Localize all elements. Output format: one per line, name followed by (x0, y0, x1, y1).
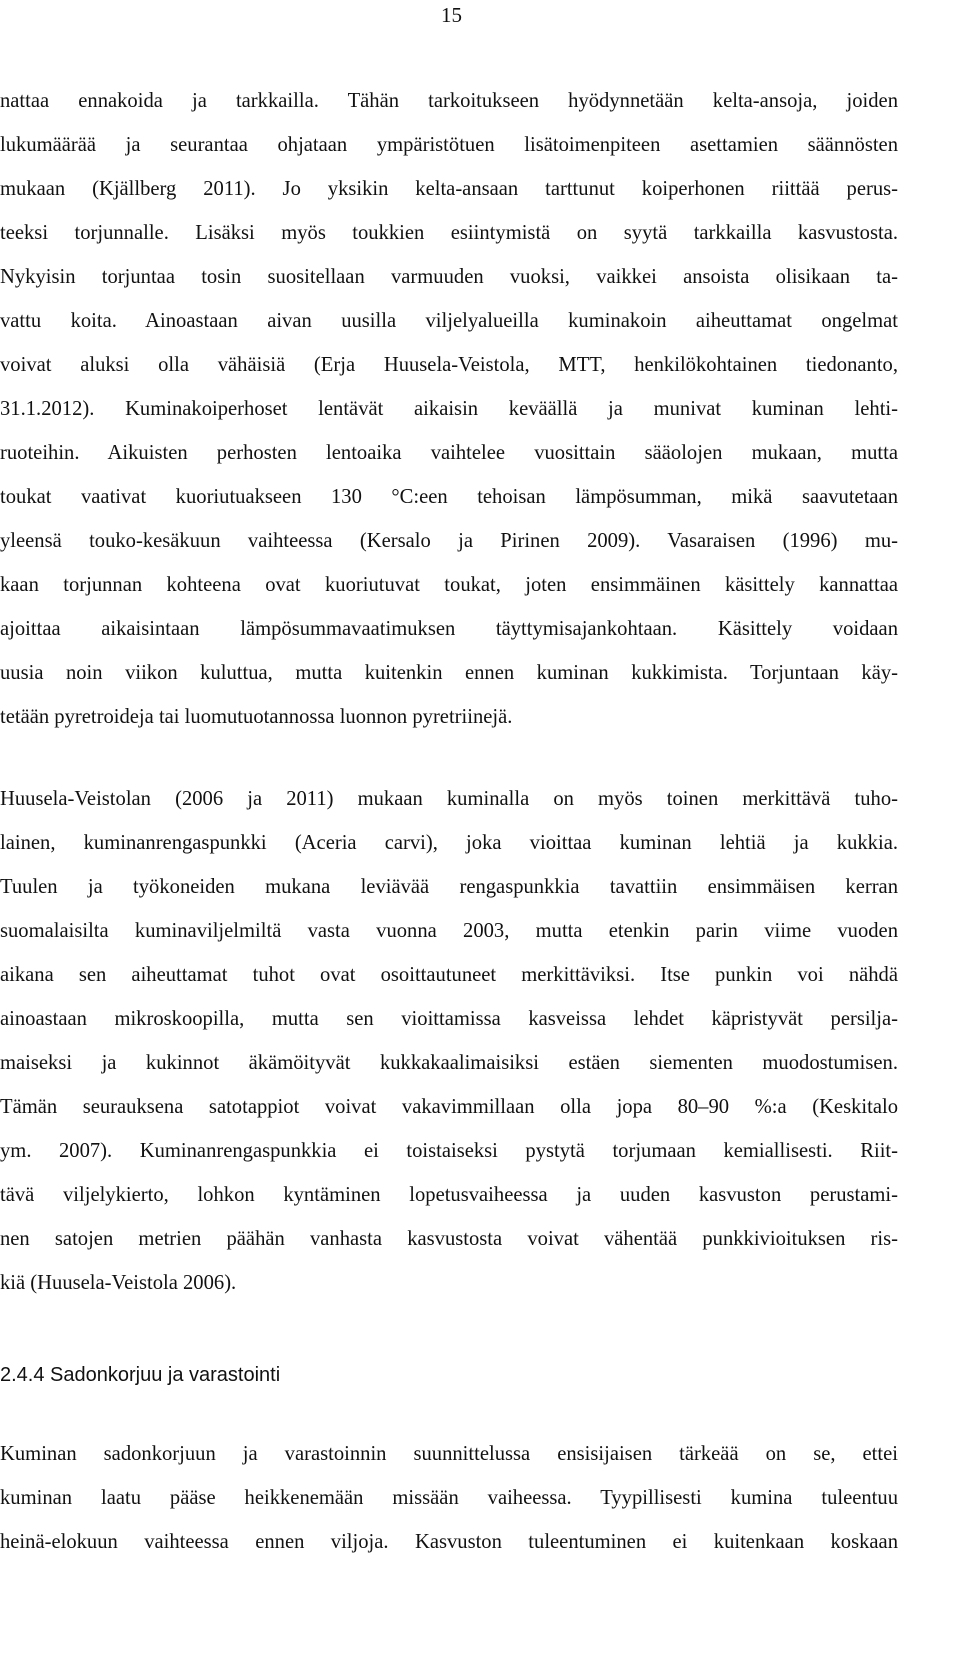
paragraph-pests-rust-mite (0, 777, 898, 1305)
paragraph-line: 31.1.2012). Kuminakoiperhoset lentävät aikaisin keväällä ja munivat kuminan lehti- (0, 398, 898, 420)
paragraph-line: ruoteihin. Aikuisten perhosten lentoaika vaihtelee vuosittain sääolojen mukaan, mutta (0, 442, 898, 464)
paragraph-line: uusia noin viikon kuluttua, mutta kuitenkin ennen kuminan kukkimista. Torjuntaan käy- (0, 662, 898, 684)
paragraph-line: nen satojen metrien päähän vanhasta kasvustosta voivat vähentää punkkivioituksen ris- (0, 1228, 898, 1250)
paragraph-line: nattaa ennakoida ja tarkkailla. Tähän tarkoitukseen hyödynnetään kelta-ansoja, joiden (0, 90, 898, 112)
paragraph-line: teeksi torjunnalle. Lisäksi myös toukkien esiintymistä on syytä tarkkailla kasvustosta. (0, 222, 898, 244)
paragraph-pests-caraway-moth (0, 79, 898, 739)
paragraph-line: heinä-elokuun vaihteessa ennen viljoja. Kasvuston tuleentuminen ei kuitenkaan koskaan (0, 1531, 898, 1553)
paragraph-harvest-storage (0, 1432, 898, 1564)
paragraph-line: suomalaisilta kuminaviljelmiltä vasta vuonna 2003, mutta etenkin parin viime vuoden (0, 920, 898, 942)
paragraph-line: Kuminan sadonkorjuun ja varastoinnin suunnittelussa ensisijaisen tärkeää on se, ettei (0, 1443, 898, 1465)
paragraph-line: tetään pyretroideja tai luomutuotannossa luonnon pyretriinejä. (0, 706, 513, 728)
paragraph-line: toukat vaativat kuoriutuakseen 130 °C:een tehoisan lämpösumman, mikä saavutetaan (0, 486, 898, 508)
section-heading: 2.4.4 Sadonkorjuu ja varastointi (0, 1364, 281, 1386)
paragraph-line: tävä viljelykierto, lohkon kyntäminen lopetusvaiheessa ja uuden kasvuston perustami- (0, 1184, 898, 1206)
page-number: 15 (441, 3, 462, 27)
paragraph-line: maiseksi ja kukinnot äkämöityvät kukkakaalimaisiksi estäen siementen muodostumisen. (0, 1052, 898, 1074)
paragraph-line: voivat aluksi olla vähäisiä (Erja Huusela-Veistola, MTT, henkilökohtainen tiedonanto, (0, 354, 898, 376)
paragraph-line: kuminan laatu pääse heikkenemään missään vaiheessa. Tyypillisesti kumina tuleentuu (0, 1487, 898, 1509)
paragraph-line: Tuulen ja työkoneiden mukana leviävää rengaspunkkia tavattiin ensimmäisen kerran (0, 876, 898, 898)
paragraph-line: Tämän seurauksena satotappiot voivat vakavimmillaan olla jopa 80–90 %:a (Keskitalo (0, 1096, 898, 1118)
paragraph-line: Nykyisin torjuntaa tosin suositellaan varmuuden vuoksi, vaikkei ansoista olisikaan ta- (0, 266, 898, 288)
paragraph-line: vattu koita. Ainoastaan aivan uusilla viljelyalueilla kuminakoin aiheuttamat ongelmat (0, 310, 898, 332)
paragraph-line: mukaan (Kjällberg 2011). Jo yksikin kelta-ansaan tarttunut koiperhonen riittää perus- (0, 178, 898, 200)
paragraph-line: ainoastaan mikroskoopilla, mutta sen vioittamissa kasveissa lehdet käpristyvät persilja- (0, 1008, 898, 1030)
paragraph-line: lukumäärää ja seurantaa ohjataan ympäristötuen lisätoimenpiteen asettamien säännösten (0, 134, 898, 156)
paragraph-line: kaan torjunnan kohteena ovat kuoriutuvat toukat, joten ensimmäinen käsittely kannattaa (0, 574, 898, 596)
paragraph-line: ajoittaa aikaisintaan lämpösummavaatimuksen täyttymisajankohtaan. Käsittely voidaan (0, 618, 898, 640)
paragraph-line: Huusela-Veistolan (2006 ja 2011) mukaan kuminalla on myös toinen merkittävä tuho- (0, 788, 898, 810)
paragraph-line: kiä (Huusela-Veistola 2006). (0, 1272, 237, 1294)
paragraph-line: lainen, kuminanrengaspunkki (Aceria carvi), joka vioittaa kuminan lehtiä ja kukkia. (0, 832, 898, 854)
paragraph-line: ym. 2007). Kuminanrengaspunkkia ei toistaiseksi pystytä torjumaan kemiallisesti. Riit- (0, 1140, 898, 1162)
paragraph-line: yleensä touko-kesäkuun vaihteessa (Kersalo ja Pirinen 2009). Vasaraisen (1996) mu- (0, 530, 898, 552)
paragraph-line: aikana sen aiheuttamat tuhot ovat osoittautuneet merkittäviksi. Itse punkin voi nähdä (0, 964, 898, 986)
